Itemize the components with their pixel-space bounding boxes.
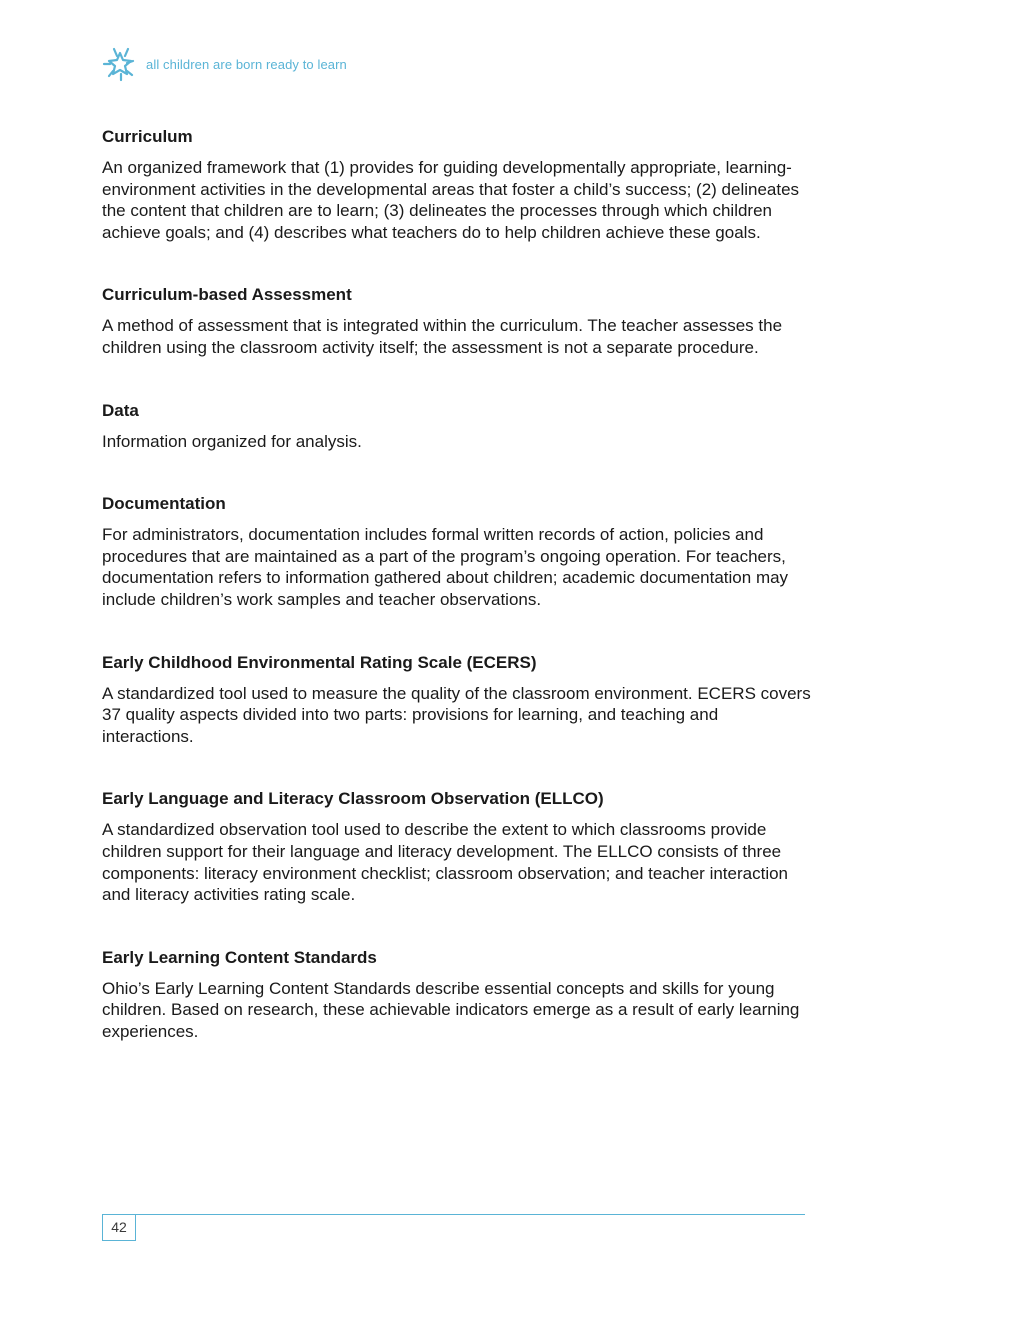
glossary-content <box>102 126 812 1083</box>
glossary-entry <box>102 493 812 610</box>
glossary-term: Curriculum-based Assessment <box>102 285 352 305</box>
glossary-term: Early Learning Content Standards <box>102 947 377 967</box>
glossary-entry <box>102 126 812 243</box>
glossary-definition: A method of assessment that is integrated within the curriculum. The teacher assesses the children using the classroom activity itself; the assessment is not a separate procedure. <box>102 316 783 357</box>
glossary-entry <box>102 947 812 1043</box>
glossary-entry <box>102 788 812 905</box>
glossary-definition: A standardized observation tool used to describe the extent to which classrooms provide children support for their language and literacy development. The ELLCO consists of three components: literacy environment checklist; classroom observation; and teacher interaction and literacy activities rating scale. <box>102 820 789 905</box>
glossary-term: Early Childhood Environmental Rating Scale (ECERS) <box>102 652 537 672</box>
glossary-entry <box>102 652 812 748</box>
header-tagline: all children are born ready to learn <box>146 56 347 72</box>
page-header <box>100 44 347 84</box>
page-number: 42 <box>102 1214 136 1241</box>
glossary-definition: Information organized for analysis. <box>102 431 362 451</box>
glossary-definition: For administrators, documentation includes formal written records of action, policies and procedures that are maintained as a part of the program’s ongoing operation. For teachers, documentation refers to information gathered about children; academic documentation may include children’s work samples and teacher observations. <box>102 525 789 609</box>
glossary-definition: An organized framework that (1) provides for guiding developmentally appropriate, learning-environment activities in the developmental areas that foster a child’s success; (2) delineates the content that children are to learn; (3) delineates the processes through which children achieve goals; and (4) describes what teachers do to help children achieve these goals. <box>102 158 800 242</box>
starburst-icon <box>100 44 140 84</box>
footer-divider <box>102 1214 805 1215</box>
glossary-entry <box>102 400 812 453</box>
glossary-term: Documentation <box>102 494 226 514</box>
glossary-definition: A standardized tool used to measure the quality of the classroom environment. ECERS covers 37 quality aspects divided into two parts: provisions for learning, and teaching and interactions. <box>102 683 811 746</box>
glossary-term: Curriculum <box>102 127 193 146</box>
glossary-entry <box>102 284 812 358</box>
glossary-term: Early Language and Literacy Classroom Observation (ELLCO) <box>102 789 604 809</box>
glossary-term: Data <box>102 400 139 420</box>
glossary-definition: Ohio’s Early Learning Content Standards describe essential concepts and skills for young children. Based on research, these achievable indicators emerge as a result of early learning experiences. <box>102 978 800 1041</box>
